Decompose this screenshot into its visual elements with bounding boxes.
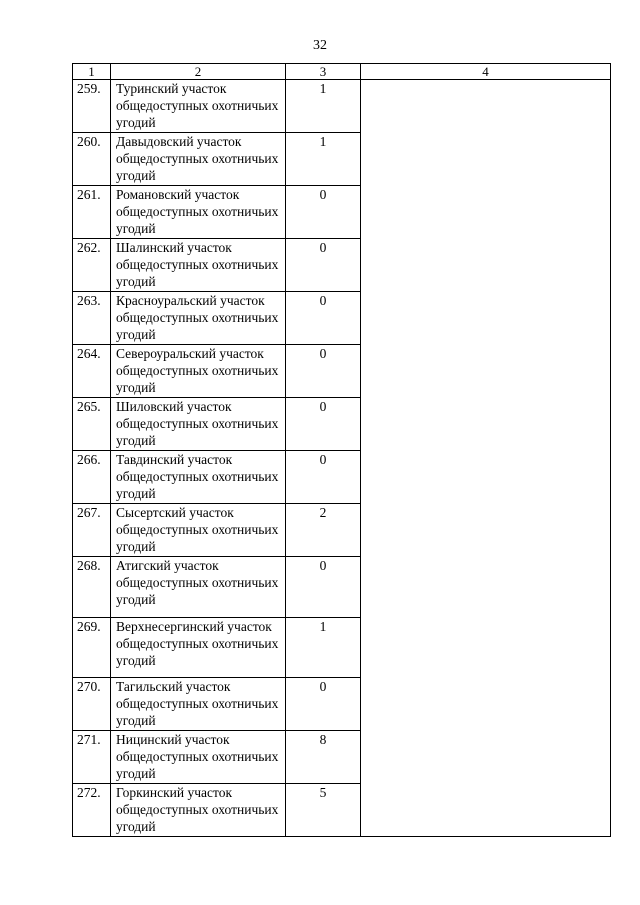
column-4-cell — [361, 678, 611, 731]
column-header-1: 1 — [73, 64, 111, 80]
row-number: 259. — [73, 80, 111, 133]
row-number: 264. — [73, 345, 111, 398]
count-value: 0 — [286, 186, 361, 239]
table-row — [73, 451, 611, 504]
column-4-cell — [361, 239, 611, 292]
table-row — [73, 784, 611, 837]
area-name: Романовский участок общедоступных охотничьих угодий — [111, 186, 286, 239]
row-number: 268. — [73, 557, 111, 618]
table-row — [73, 186, 611, 239]
count-value: 0 — [286, 557, 361, 618]
area-name: Туринский участок общедоступных охотничьих угодий — [111, 80, 286, 133]
table-row — [73, 398, 611, 451]
area-name: Ницинский участок общедоступных охотничьих угодий — [111, 731, 286, 784]
row-number: 260. — [73, 133, 111, 186]
count-value: 0 — [286, 292, 361, 345]
count-value: 0 — [286, 678, 361, 731]
table-row — [73, 80, 611, 133]
column-4-cell — [361, 731, 611, 784]
column-header-3: 3 — [286, 64, 361, 80]
count-value: 2 — [286, 504, 361, 557]
count-value: 0 — [286, 239, 361, 292]
area-name: Тагильский участок общедоступных охотничьих угодий — [111, 678, 286, 731]
table-header-row — [73, 64, 611, 80]
row-number: 266. — [73, 451, 111, 504]
table-body — [73, 80, 611, 837]
column-4-cell — [361, 618, 611, 678]
table-row — [73, 557, 611, 618]
column-header-2: 2 — [111, 64, 286, 80]
column-4-cell — [361, 451, 611, 504]
column-4-cell — [361, 398, 611, 451]
row-number: 270. — [73, 678, 111, 731]
data-table — [72, 63, 611, 837]
column-4-cell — [361, 557, 611, 618]
row-number: 269. — [73, 618, 111, 678]
table-row — [73, 133, 611, 186]
area-name: Шалинский участок общедоступных охотничьих угодий — [111, 239, 286, 292]
row-number: 271. — [73, 731, 111, 784]
area-name: Атигский участок общедоступных охотничьих угодий — [111, 557, 286, 618]
table-row — [73, 678, 611, 731]
area-name: Тавдинский участок общедоступных охотничьих угодий — [111, 451, 286, 504]
area-name: Сысертский участок общедоступных охотничьих угодий — [111, 504, 286, 557]
count-value: 0 — [286, 398, 361, 451]
area-name: Красноуральский участок общедоступных охотничьих угодий — [111, 292, 286, 345]
area-name: Шиловский участок общедоступных охотничьих угодий — [111, 398, 286, 451]
table-row — [73, 731, 611, 784]
table-row — [73, 618, 611, 678]
page-number: 32 — [313, 38, 327, 53]
count-value: 1 — [286, 133, 361, 186]
column-header-4: 4 — [361, 64, 611, 80]
area-name: Горкинский участок общедоступных охотничьих угодий — [111, 784, 286, 837]
column-4-cell — [361, 345, 611, 398]
row-number: 262. — [73, 239, 111, 292]
column-4-cell — [361, 80, 611, 133]
count-value: 1 — [286, 618, 361, 678]
table-row — [73, 504, 611, 557]
column-4-cell — [361, 784, 611, 837]
table-row — [73, 345, 611, 398]
column-4-cell — [361, 186, 611, 239]
column-4-cell — [361, 504, 611, 557]
count-value: 0 — [286, 451, 361, 504]
row-number: 263. — [73, 292, 111, 345]
column-4-cell — [361, 292, 611, 345]
row-number: 261. — [73, 186, 111, 239]
count-value: 5 — [286, 784, 361, 837]
area-name: Верхнесергинский участок общедоступных охотничьих угодий — [111, 618, 286, 678]
count-value: 8 — [286, 731, 361, 784]
row-number: 272. — [73, 784, 111, 837]
area-name: Североуральский участок общедоступных охотничьих угодий — [111, 345, 286, 398]
count-value: 1 — [286, 80, 361, 133]
count-value: 0 — [286, 345, 361, 398]
table-row — [73, 239, 611, 292]
row-number: 267. — [73, 504, 111, 557]
table-row — [73, 292, 611, 345]
area-name: Давыдовский участок общедоступных охотничьих угодий — [111, 133, 286, 186]
column-4-cell — [361, 133, 611, 186]
row-number: 265. — [73, 398, 111, 451]
